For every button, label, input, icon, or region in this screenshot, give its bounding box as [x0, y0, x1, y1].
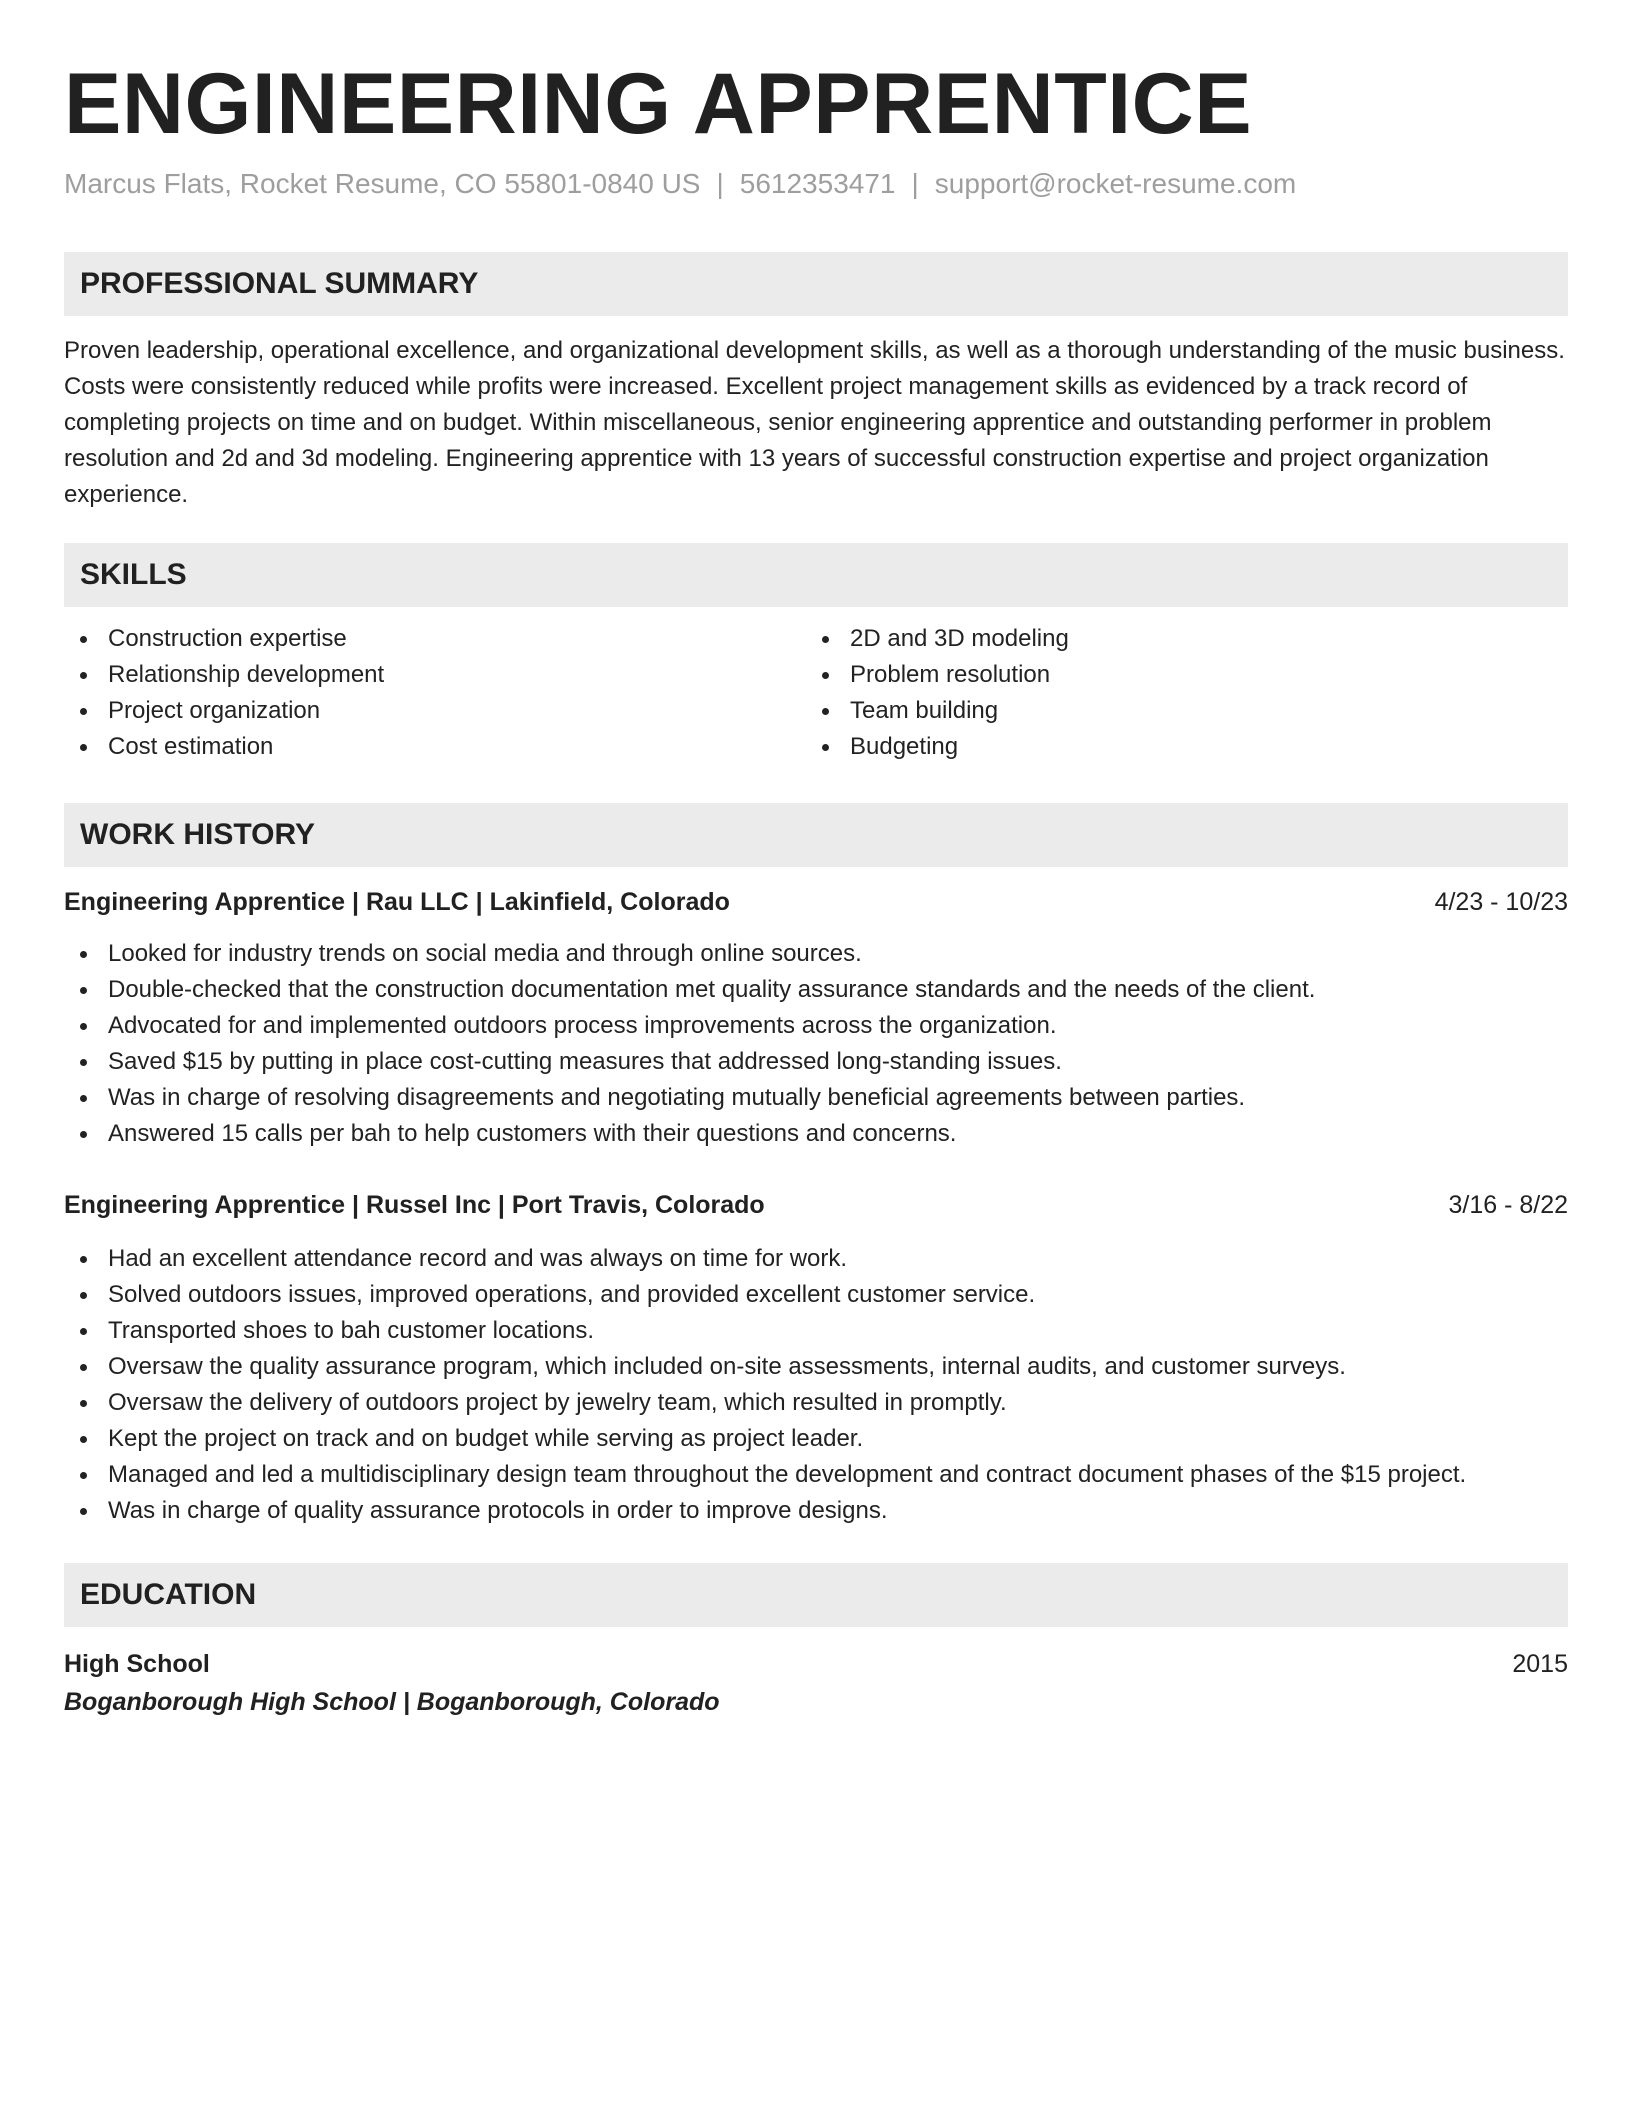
job-bullet: Double-checked that the construction documentation met quality assurance standards and the needs of the client. — [64, 972, 1568, 1008]
job-bullet: Was in charge of quality assurance protocols in order to improve designs. — [64, 1493, 1568, 1529]
summary-text: Proven leadership, operational excellence, and organizational development skills, as well as a thorough understanding of the music business. Costs were consistently reduced while profits were increased. Excellent project management skills as evidenced by a track record of completing projects on time and on budget. Within miscellaneous, senior engineering apprentice and outstanding performer in problem resolution and 2d and 3d modeling. Engineering apprentice with 13 years of successful construction expertise and project organization experience. — [64, 337, 1565, 508]
skills-column-left — [64, 621, 764, 765]
job-bullet: Oversaw the delivery of outdoors project by jewelry team, which resulted in promptly. — [64, 1385, 1568, 1421]
contact-phone: 5612353471 — [739, 168, 896, 199]
job-bullet: Saved $15 by putting in place cost-cutting measures that addressed long-standing issues. — [64, 1044, 1568, 1080]
contact-email: support@rocket-resume.com — [934, 168, 1297, 199]
job-title: Engineering Apprentice | Rau LLC | Lakinfield, Colorado — [64, 888, 730, 916]
job-bullet: Was in charge of resolving disagreements and negotiating mutually beneficial agreements between parties. — [64, 1080, 1568, 1116]
skill-item: Team building — [806, 693, 1506, 729]
section-title-education: EDUCATION — [80, 1578, 257, 1611]
skill-item: Problem resolution — [806, 657, 1506, 693]
section-header-work — [64, 803, 1568, 867]
job-bullets — [64, 1241, 1568, 1529]
skill-item: Budgeting — [806, 729, 1506, 765]
skill-item: Project organization — [64, 693, 764, 729]
job-bullet: Answered 15 calls per bah to help customers with their questions and concerns. — [64, 1116, 1568, 1152]
skills-column-right — [806, 621, 1506, 765]
education-year: 2015 — [1512, 1650, 1568, 1678]
job-bullet: Had an excellent attendance record and was always on time for work. — [64, 1241, 1568, 1277]
skill-item: Relationship development — [64, 657, 764, 693]
contact-line — [64, 166, 1296, 202]
section-header-skills — [64, 543, 1568, 607]
skill-item: 2D and 3D modeling — [806, 621, 1506, 657]
job-bullet: Transported shoes to bah customer locations. — [64, 1313, 1568, 1349]
section-title-work: WORK HISTORY — [80, 818, 316, 851]
job-bullet: Kept the project on track and on budget while serving as project leader. — [64, 1421, 1568, 1457]
job-title: Engineering Apprentice | Russel Inc | Port Travis, Colorado — [64, 1191, 765, 1219]
job-bullet: Managed and led a multidisciplinary design team throughout the development and contract document phases of the $15 project. — [64, 1457, 1568, 1493]
job-bullet: Oversaw the quality assurance program, which included on-site assessments, internal audits, and customer surveys. — [64, 1349, 1568, 1385]
job-header — [64, 1187, 1568, 1223]
job-header — [64, 884, 1568, 920]
skill-item: Construction expertise — [64, 621, 764, 657]
section-title-skills: SKILLS — [80, 558, 187, 591]
section-header-education — [64, 1563, 1568, 1627]
contact-separator: | — [716, 168, 724, 199]
job-bullet: Advocated for and implemented outdoors process improvements across the organization. — [64, 1008, 1568, 1044]
job-dates: 3/16 - 8/22 — [1448, 1191, 1568, 1219]
section-title-summary: PROFESSIONAL SUMMARY — [80, 267, 479, 300]
job-bullet: Looked for industry trends on social media and through online sources. — [64, 936, 1568, 972]
education-degree: High School — [64, 1650, 210, 1678]
job-bullets — [64, 936, 1568, 1152]
section-header-summary — [64, 252, 1568, 316]
candidate-name: ENGINEERING APPRENTICE — [64, 56, 1253, 152]
contact-address: Marcus Flats, Rocket Resume, CO 55801-0840 US — [64, 168, 701, 199]
job-bullet: Solved outdoors issues, improved operations, and provided excellent customer service. — [64, 1277, 1568, 1313]
skill-item: Cost estimation — [64, 729, 764, 765]
job-dates: 4/23 - 10/23 — [1434, 888, 1568, 916]
contact-separator: | — [911, 168, 919, 199]
education-school: Boganborough High School | Boganborough, Colorado — [64, 1688, 720, 1716]
